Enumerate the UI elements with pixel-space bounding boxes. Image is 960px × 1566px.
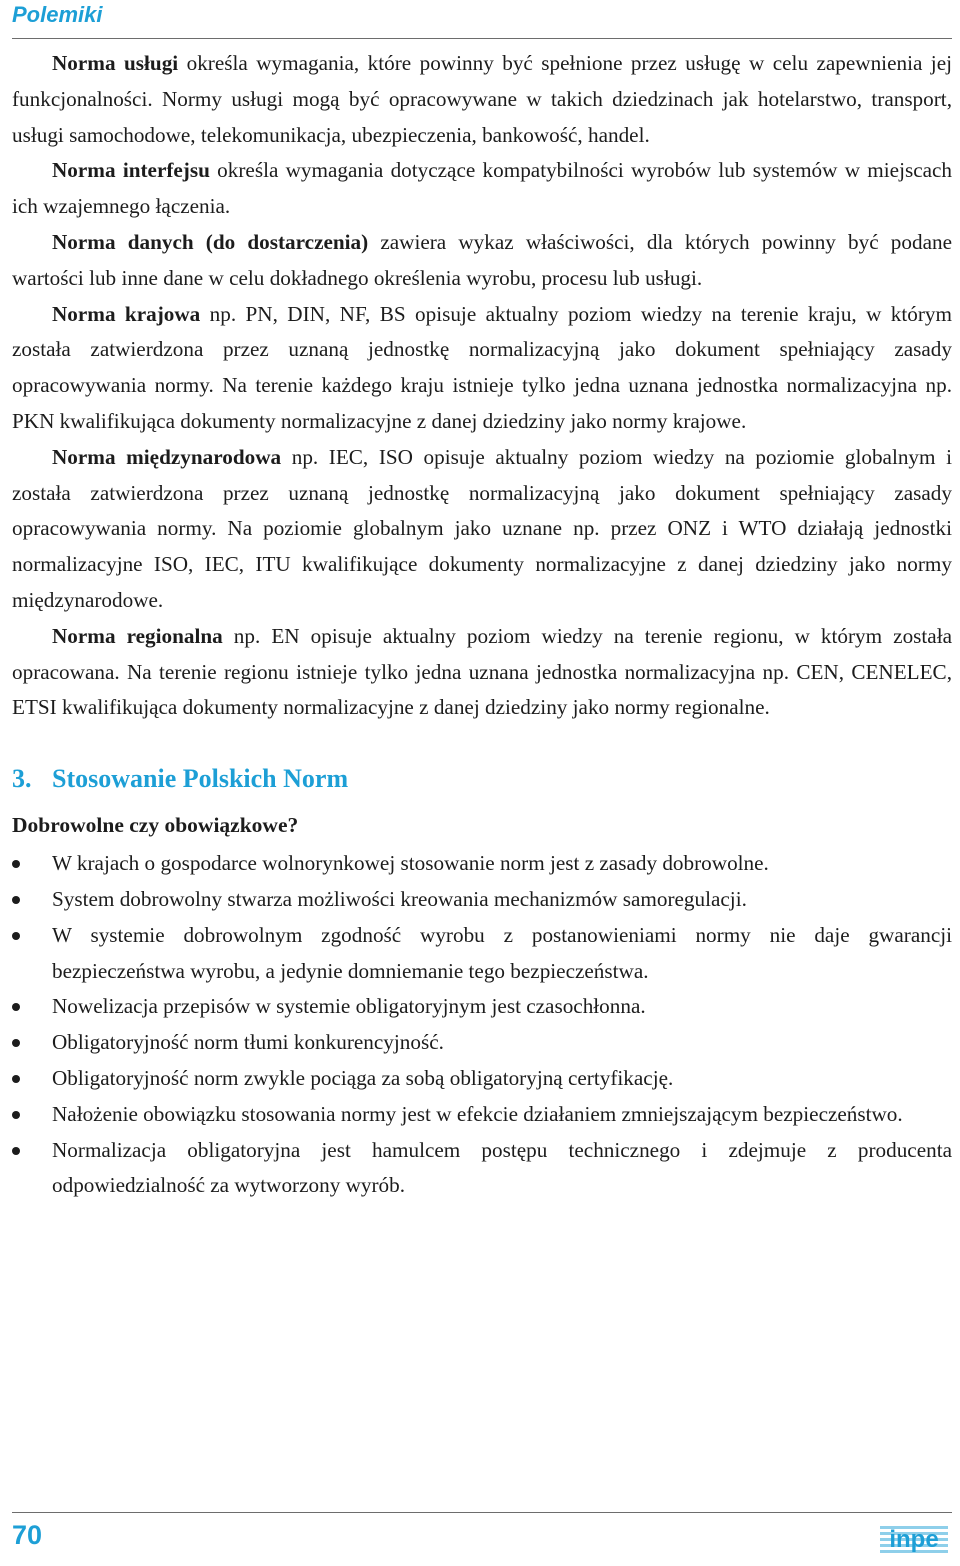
list-item — [12, 1061, 952, 1097]
bullet-dot-icon — [12, 860, 20, 868]
list-item-text: W krajach o gospodarce wolnorynkowej stosowanie norm jest z zasady dobrowolne. — [52, 851, 769, 876]
paragraph-norma-danych — [12, 225, 952, 297]
bullet-dot-icon — [12, 1147, 20, 1155]
list-item-text: Nowelizacja przepisów w systemie obligatoryjnym jest czasochłonna. — [52, 994, 646, 1019]
paragraph-text: np. EN opisuje aktualny poziom wiedzy na terenie regionu, w którym została opracowana. Na terenie regionu istnieje tylko jedna uznana jednostka normalizacyjna np. CEN, CENELEC, ETSI kwalifikująca dokumenty normalizacyjne z danej dziedziny jako normy regionalne. — [12, 623, 953, 720]
page-number: 70 — [12, 1520, 43, 1550]
list-item — [12, 989, 952, 1025]
paragraph-norma-krajowa — [12, 297, 952, 440]
paragraph-norma-uslugi — [12, 46, 952, 153]
list-item — [12, 1097, 952, 1133]
list-item-text: Nałożenie obowiązku stosowania normy jest w efekcie działaniem zmniejszającym bezpieczeństwo. — [52, 1101, 903, 1126]
list-item-text: W systemie dobrowolnym zgodność wyrobu z postanowieniami normy nie daje gwarancji bezpieczeństwa wyrobu, a jedynie domniemanie tego bezpieczeństwa. — [52, 922, 952, 983]
bullet-dot-icon — [12, 932, 20, 940]
bullet-dot-icon — [12, 1075, 20, 1083]
bullet-list — [12, 846, 952, 1204]
paragraph-text: zawiera wykaz właściwości, dla których powinny być podane wartości lub inne dane w celu dokładnego określenia wyrobu, procesu lub usługi. — [12, 229, 952, 290]
paragraph-norma-miedzynarodowa — [12, 440, 952, 619]
list-item-text: Obligatoryjność norm tłumi konkurencyjność. — [52, 1030, 444, 1055]
list-item — [12, 1025, 952, 1061]
bullet-dot-icon — [12, 1039, 20, 1047]
paragraph-text: określa wymagania, które powinny być spełnione przez usługę w celu zapewnienia jej funkcjonalności. Normy usługi mogą być opracowywane w takich dziedzinach jak hotelarstwo, transport, usługi samochodowe, telekomunikacja, ubezpieczenia, bankowość, handel. — [12, 51, 952, 147]
term-label: Norma interfejsu — [52, 158, 210, 183]
paragraph-norma-regionalna — [12, 619, 952, 726]
subheading: Dobrowolne czy obowiązkowe? — [12, 813, 299, 838]
list-item-text: System dobrowolny stwarza możliwości kreowania mechanizmów samoregulacji. — [52, 886, 747, 911]
term-label: Norma regionalna — [52, 623, 223, 648]
page-header — [12, 0, 952, 40]
paragraph-text: określa wymagania dotyczące kompatybilności wyrobów lub systemów w miejscach ich wzajemnego łączenia. — [12, 158, 953, 219]
article-body — [12, 46, 952, 1204]
logo-text: inpe — [889, 1526, 939, 1553]
section-label: Polemiki — [12, 2, 103, 27]
footer-divider — [12, 1512, 952, 1513]
bullet-dot-icon — [12, 1003, 20, 1011]
section-heading — [12, 762, 952, 796]
paragraph-text: np. PN, DIN, NF, BS opisuje aktualny poziom wiedzy na terenie kraju, w którym została zatwierdzona przez uznaną jednostkę normalizacyjną jako dokument spełniający zasady opracowywania normy. Na terenie każdego kraju istnieje tylko jedna uznana jednostka normalizacyjna np. PKN kwalifikująca dokumenty normalizacyjne z danej dziedziny jako normy krajowe. — [12, 301, 952, 433]
term-label: Norma międzynarodowa — [52, 444, 282, 469]
list-item — [12, 918, 952, 990]
list-item — [12, 846, 952, 882]
term-label: Norma usługi — [52, 51, 179, 75]
term-label: Norma danych (do dostarczenia) — [52, 229, 369, 254]
list-item-text: Normalizacja obligatoryjna jest hamulcem postępu technicznego i zdejmuje z producenta odpowiedzialność za wytworzony wyrób. — [52, 1137, 952, 1198]
header-divider — [12, 38, 952, 39]
list-item-text: Obligatoryjność norm zwykle pociąga za sobą obligatoryjną certyfikację. — [52, 1065, 674, 1090]
inpe-logo — [880, 1520, 952, 1558]
bullet-dot-icon — [12, 896, 20, 904]
section-title: Stosowanie Polskich Norm — [52, 764, 349, 794]
list-item — [12, 1133, 952, 1205]
term-label: Norma krajowa — [52, 301, 201, 326]
paragraph-norma-interfejsu — [12, 153, 952, 225]
list-item — [12, 882, 952, 918]
section-number: 3. — [12, 764, 32, 794]
paragraph-text: np. IEC, ISO opisuje aktualny poziom wiedzy na poziomie globalnym i została zatwierdzona przez uznaną jednostkę normalizacyjną jako dokument spełniający zasady opracowywania normy. Na poziomie globalnym jako uznane np. przez ONZ i WTO działają jednostki normalizacyjne ISO, IEC, ITU kwalifikujące dokumenty normalizacyjne z danej dziedziny jako normy międzynarodowe. — [12, 444, 952, 612]
bullet-dot-icon — [12, 1111, 20, 1119]
